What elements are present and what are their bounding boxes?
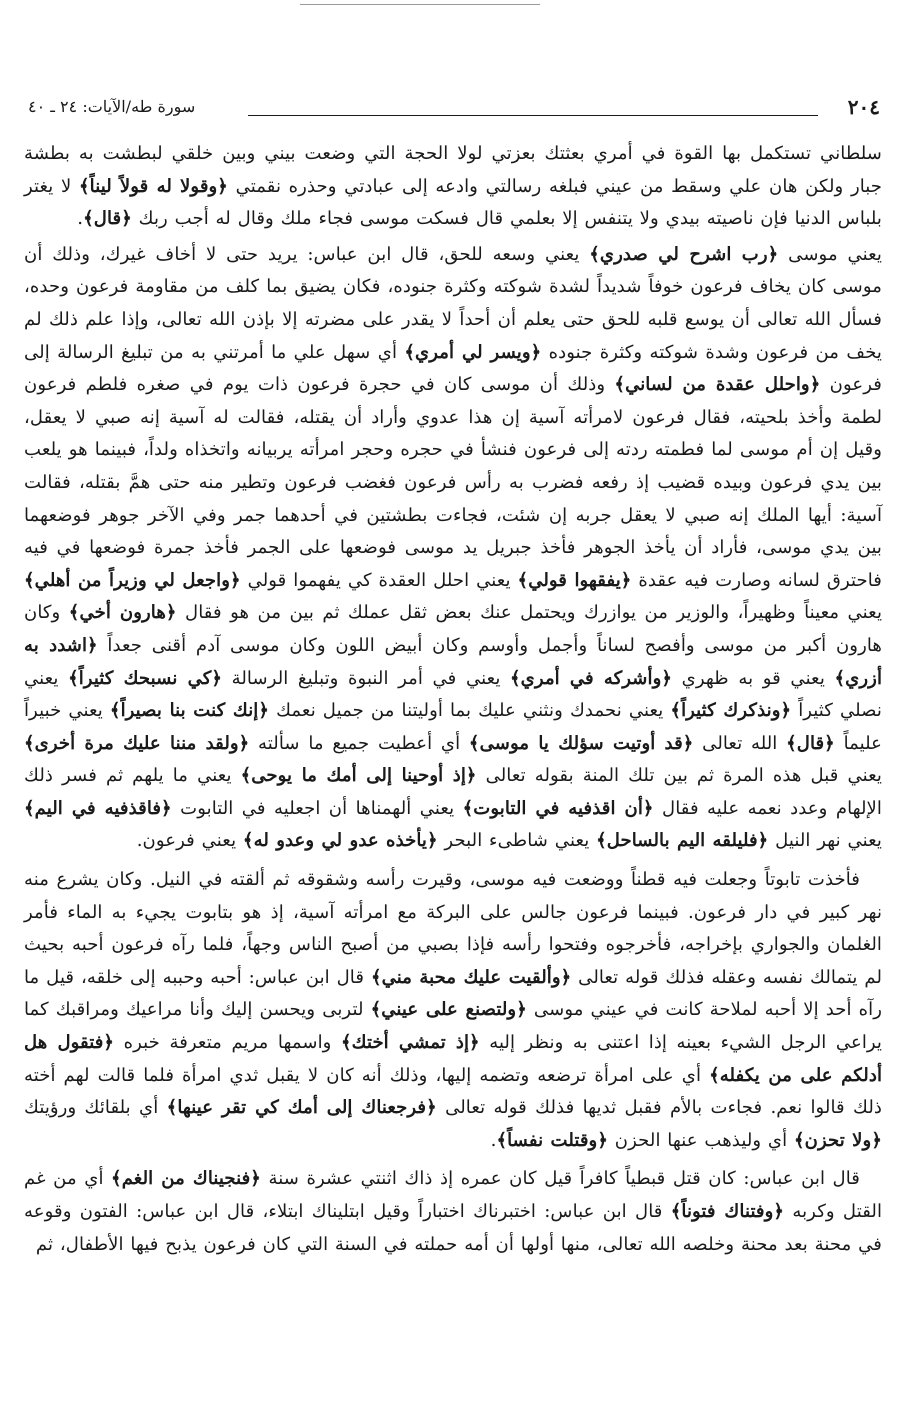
quran-quote: ﴿وألقيت عليك محبة مني﴾ (370, 966, 572, 988)
header-rule (248, 115, 818, 116)
text-run: يعني معيناً وظهيراً، والوزير من يوازرك ويحتمل عنك بعض ثقل عملك ثم بين من هو فقال (176, 602, 883, 624)
quran-quote: ﴿اشدد به أزري﴾ (24, 634, 882, 689)
quran-quote: ﴿فرجعناك إلى أمك كي تقر عينها﴾ (166, 1097, 437, 1119)
text-run: يعني قبل هذه المرة ثم بين تلك المنة بقوله تعالى (476, 765, 882, 787)
paragraph (24, 1163, 882, 1261)
quran-quote: ﴿فاقذفيه في اليم﴾ (24, 797, 172, 819)
quran-quote: ﴿إذ تمشي أختك﴾ (340, 1032, 480, 1054)
page-number: ٢٠٤ (847, 95, 880, 119)
text-run: . (490, 1129, 497, 1151)
paragraph (24, 864, 882, 1157)
quran-quote: ﴿قال﴾ (83, 208, 132, 230)
running-head: سورة طه/الآيات: ٢٤ ـ ٤٠ (28, 97, 196, 116)
text-run: . (77, 208, 84, 230)
quran-quote: ﴿أن اقذفيه في التابوت﴾ (462, 797, 654, 819)
top-rule (300, 4, 540, 5)
quran-quote: ﴿ولقد مننا عليك مرة أخرى﴾ (24, 732, 250, 754)
text-run: يعني نصلي كثيراً (24, 667, 882, 722)
text-run: أي بلقائك ورؤيتك (24, 1097, 167, 1119)
quran-quote: ﴿يأخذه عدو لي وعدو له﴾ (242, 830, 438, 852)
quran-quote: ﴿وأشركه في أمري﴾ (510, 667, 673, 689)
quran-quote: ﴿فليلقه اليم بالساحل﴾ (596, 830, 769, 852)
quran-quote: ﴿رب اشرح لي صدري﴾ (589, 243, 779, 265)
text-run: يعني خبيراً عليماً (24, 700, 882, 754)
quran-quote: ﴿إنك كنت بنا بصيراً﴾ (109, 700, 270, 722)
text-run: أي أعطيت جميع ما سألته (249, 732, 469, 754)
quran-quote: ﴿قد أوتيت سؤلك يا موسى﴾ (468, 732, 694, 754)
text-run: يعني نحمدك ونثني عليك بما أوليتنا من جميل نعمك (269, 700, 671, 722)
paragraph (24, 239, 882, 858)
quran-quote: ﴿وقولا له قولاً ليناً﴾ (79, 175, 228, 197)
quran-quote: ﴿إذ أوحينا إلى أمك ما يوحى﴾ (240, 765, 477, 787)
quran-quote: ﴿واجعل لي وزيراً من أهلي﴾ (24, 569, 241, 591)
text-run: لا يغتر بلباس الدنيا فإن ناصيته بيدي ولا يتنفس إلا بعلمي قال فسكت موسى فجاء ملك وقال له أجب ربك (24, 175, 882, 230)
text-run: يعني موسى (778, 243, 882, 265)
quran-quote: ﴿كي نسبحك كثيراً﴾ (68, 667, 223, 689)
text-run: يعني شاطىء البحر (437, 830, 597, 852)
text-run: فأخذت تابوتاً وجعلت فيه قطناً ووضعت فيه موسى، وقيرت رأسه وشقوقه ثم ألقته في النيل. وكان يشرع منه نهر كبير في دار فرعون. فبينما فرعون جالس على البركة مع امرأته آسية، إذ هو بتابوت يجيء به الماء فأمر الغلمان والجواري بإخراجه، فأخرجوه وفتحوا رأسه فإذا بصبي من أصبح الناس وجهاً، فلما رآه فرعون أحبه بحيث لم يتمالك نفسه وعقله فذلك قوله تعالى (24, 869, 882, 988)
page-header (28, 94, 880, 120)
quran-quote: ﴿ونذكرك كثيراً﴾ (670, 700, 792, 722)
text-run: الله تعالى (693, 732, 787, 754)
text-run: يعني فرعون. (136, 830, 243, 852)
text-run: أي على امرأة ترضعه وتضمه إليها، وذلك أنه كان لا يقبل ثدي امرأة فلما قالت لهم أخته ذلك قالوا نعم. فجاءت بالأم فقبل ثديها فذلك قوله تعالى (24, 1064, 882, 1119)
text-run: يعني نهر النيل (768, 830, 882, 852)
quran-quote: ﴿هارون أخي﴾ (68, 602, 177, 624)
text-run: سلطاني تستكمل بها القوة في أمري بعثتك بعزتي لولا الحجة التي وضعت بيني وبين خلقي لبطشت به بطشة جبار ولكن هان علي وسقط من عيني فبلغه رسالتي وادعه إلى عبادتي وحذره نقمتي (24, 143, 882, 197)
body-text (24, 138, 882, 1261)
quran-quote: ﴿وقتلت نفساً﴾ (496, 1129, 608, 1151)
text-run: لتربى ويحسن إليك وأنا مراعيك ومراقبك كما يراعي الرجل الشيء بعينه إذا اعتنى به ونظر إليه (24, 999, 882, 1054)
text-run: وذلك أن موسى كان في حجرة فرعون ذات يوم في صغره فلطم فرعون لطمة وأخذ بلحيته، فقال فرعون لامرأته آسية إن هذا عدوي وأراد أن يقتله، فقالت له آسية إنه صبي لا يعقل، وقيل إن أم موسى لما فطمته ردته إلى فرعون فنشأ في حجره وحجر امرأته يربيانه واتخذاه ولداً، فبينما هو يلعب بين يدي فرعون وبيده قضيب إذ رفعه فضرب به رأس فرعون فغضب فرعون وتطير منه حتى همَّ بقتله، فقالت آسية: أيها الملك إنه صبي لا يعقل جربه إن شئت، فجاءت بطشتين في أحدهما جمر وفي الآخر جوهر فوضعهما بين يدي موسى، فأراد أن يأخذ الجوهر فأخذ جبريل يد موسى فوضعها على الجمر فأخذ جمرة فوضعها في فيه فاحترق لسانه وصارت فيه عقدة (24, 374, 882, 591)
text-run: قال ابن عباس: أحبه وحببه إلى خلقه، قيل ما رآه أحد إلا أحبه لملاحة كانت في عيني موسى (24, 966, 882, 1021)
quran-quote: ﴿واحلل عقدة من لساني﴾ (614, 374, 821, 396)
text-run: يعني ما يلهم ثم فسر ذلك الإلهام وعدد نعمه عليه فقال (24, 765, 882, 819)
quran-quote: ﴿يفقهوا قولي﴾ (517, 569, 632, 591)
quran-quote: ﴿فنجيناك من الغم﴾ (111, 1168, 261, 1190)
text-run: يعني في أمر النبوة وتبليغ الرسالة (222, 667, 511, 689)
quran-quote: ﴿قال﴾ (786, 732, 835, 754)
text-run: أي سهل علي ما أمرتني به من تبليغ الرسالة إلى فرعون (24, 341, 882, 396)
text-run: أي من غم القتل وكربه (24, 1168, 882, 1222)
quran-quote: ﴿فتقول هل أدلكم على من يكفله﴾ (24, 1032, 882, 1086)
quran-quote: ﴿ولا تحزن﴾ (794, 1129, 882, 1151)
text-run: يعني احلل العقدة كي يفهموا قولي (240, 569, 518, 591)
text-run: يعني ألهمناها أن اجعليه في التابوت (171, 797, 463, 819)
quran-quote: ﴿وفتناك فتوناً﴾ (670, 1201, 785, 1222)
paragraph (24, 138, 882, 236)
text-run: قال ابن عباس: اختبرناك اختباراً وقيل ابتليناك ابتلاء، قال ابن عباس: الفتون وقوعه في محنة بعد محنة وخلصه الله تعالى، منها أولها أن أمه حملته في السنة التي كان فرعون يذبح فيها الأطفال، ثم (24, 1201, 882, 1255)
text-run: قال ابن عباس: كان قتل قبطياً كافراً قيل كان عمره إذ ذاك اثنتي عشرة سنة (260, 1168, 861, 1190)
quran-quote: ﴿ولتصنع على عيني﴾ (370, 999, 527, 1021)
text-run: وكان هارون أكبر من موسى وأفصح لساناً وأجمل وأوسم وكان أبيض اللون وكان موسى آدم أقنى جعداً (24, 602, 882, 656)
text-run: يعني قو به ظهري (672, 667, 835, 689)
quran-quote: ﴿ويسر لي أمري﴾ (404, 341, 542, 363)
text-run: يعني وسعه للحق، قال ابن عباس: يريد حتى لا أخاف غيرك، وذلك أن موسى كان يخاف فرعون خوفاً شديداً لشدة شوكته وكثرة جنوده، فكان يضيق بما كلف من مقاومة فرعون وحده، فسأل الله تعالى أن يوسع قلبه للحق حتى يعلم أن أحداً لا يقدر على مضرته إلا بإذن الله تعالى، وإذا علم ذلك لم يخف من فرعون وشدة شوكته وكثرة جنوده (24, 243, 882, 363)
text-run: واسمها مريم متعرفة خبره (114, 1032, 341, 1054)
text-run: أي وليذهب عنها الحزن (608, 1129, 794, 1151)
